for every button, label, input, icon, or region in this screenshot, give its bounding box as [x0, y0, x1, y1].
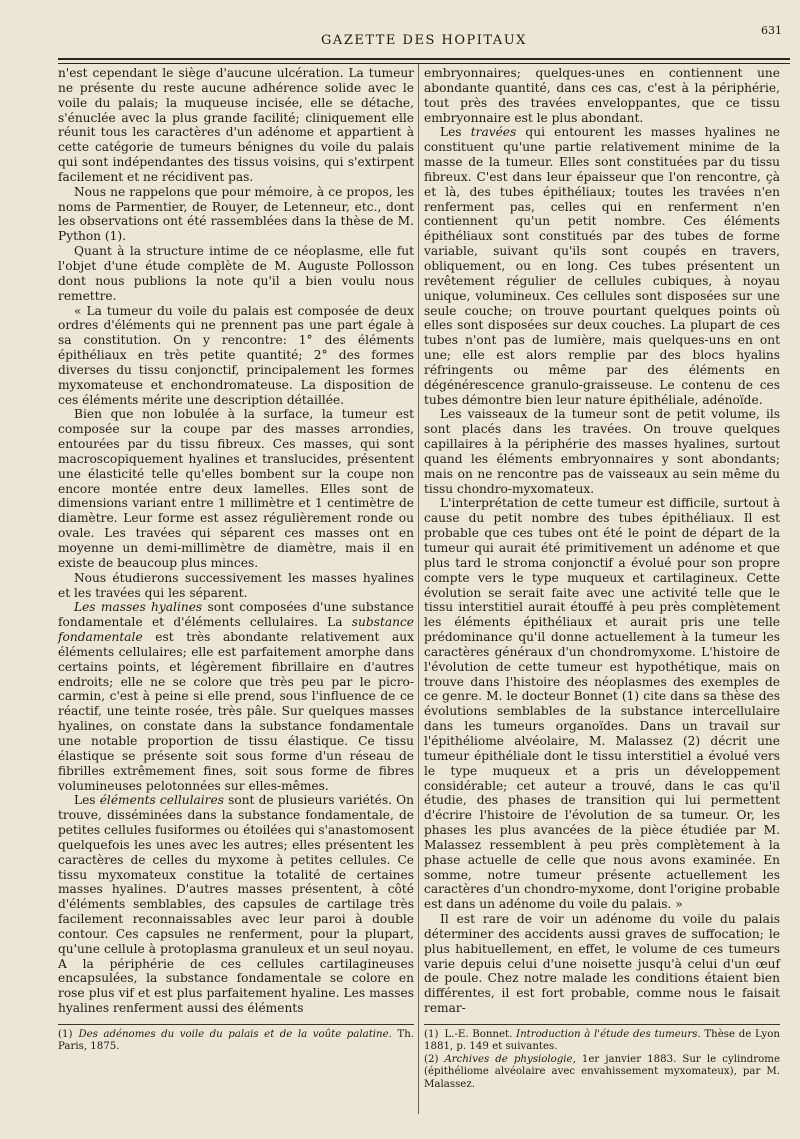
paragraph [58, 793, 414, 1016]
text-run: Les [440, 125, 471, 140]
emphasis: Introduction à l'étude des tumeurs. [516, 1029, 701, 1040]
paragraph: L'interprétation de cette tumeur est difficile, surtout à cause du petit nombre des tubes épithéliaux. Il est probable que ces tubes ont été le point de départ de la tumeur qui aurait été primitivement un adénome et que plus tard le stroma conjonctif a évolué pour son propre compte vers le type muqueux et cartilagineux. Cette évolution se serait faite avec une activité telle que le tissu interstitiel aurait étouffé à peu près complètement les éléments épithéliaux et aurait pris une telle prédominance qu'il donne actuellement à la tumeur les caractères généraux d'un chondromyxome. L'histoire de l'évolution de cette tumeur est hypothétique, mais on trouve dans l'histoire des néoplasmes des exemples de ce genre. M. le docteur Bonnet (1) cite dans sa thèse des évolutions semblables de la substance intercellulaire dans les tumeurs organoïdes. Dans un travail sur l'épithéliome alvéolaire, M. Malassez (2) décrit une tumeur épithéliale dont le tissu interstitiel a évolué vers le type muqueux et a pris un développement considérable; cet auteur a trouvé, dans le cas qu'il étudie, des phases de transition qui lui permettent d'écrire l'histoire de l'évolution de sa tumeur. Or, les phases les plus avancées de la pièce étudiée par M. Malassez ressemblent à peu près complètement à la phase actuelle de celle que nous avons examinée. En somme, notre tumeur présente actuellement les caractères d'un chondro-myxome, dont l'origine probable est dans un adénome du voile du palais. » [424, 496, 780, 912]
text-run: est très abondante relativement aux éléments cellulaires; elle est parfaitement amorphe dans certains points, et légèrement fibrillaire en d'autres endroits; elle ne se colore que très peu par le picro-carmin, c'est à peine si elle prend, sous l'influence de ce réactif, une teinte rosée, très pâle. Sur quelques masses hyalines, on constate dans la substance fondamentale une notable proportion de tissu élastique. Ce tissu élastique se présente soit sous forme d'un réseau de fibrilles extrêmement fines, soit sous forme de fibres volumineuses pelotonnées sur elles-mêmes. [58, 630, 414, 793]
footnote-number: (1) [424, 1029, 439, 1040]
text-run: 1er janvier 1883. Sur le cylindrome (épithéliome alvéolaire avec envahissement myxomateux), par M. Malassez. [424, 1053, 780, 1090]
paragraph: Nous étudierons successivement les masses hyalines et les travées qui les séparent. [58, 570, 414, 600]
paragraph: « La tumeur du voile du palais est composée de deux ordres d'éléments qui ne prennent pas une part égale à sa constitution. On y rencontre: 1° des éléments épithéliaux en très petite quantité; 2° des formes diverses du tissu conjonctif, principalement les formes myxomateuse et enchondromateuse. La disposition de ces éléments mérite une description détaillée. [58, 303, 414, 407]
paragraph: Bien que non lobulée à la surface, la tumeur est composée sur la coupe par des masses arrondies, entourées par du tissu fibreux. Ces masses, qui sont macroscopiquement hyalines et translucides, présentent une élasticité telle qu'elles bombent sur la coupe non encore montée entre deux lamelles. Elles sont de dimensions variant entre 1 millimètre et 1 centimètre de diamètre. Leur forme est assez régulièrement ronde ou ovale. Les travées qui séparent ces masses ont en moyenne un demi-millimètre de diamètre, mais il en existe de beaucoup plus minces. [58, 407, 414, 570]
column-divider [418, 64, 419, 1114]
paragraph [424, 125, 780, 407]
text-run: qui entourent les masses hyalines ne constituent qu'une partie relativement minime de la masse de la tumeur. Elles sont constituées par du tissu fibreux. C'est dans leur épaisseur que l'on rencontre, çà et là, des tubes épithéliaux; toutes les travées n'en renferment pas, celles qui en renferment n'en contiennent qu'un petit nombre. Ces éléments épithéliaux sont constitués par des tubes de forme variable, suivant qu'ils sont coupés en travers, obliquement, ou en long. Ces tubes présentent un revêtement régulier de cellules cubiques, à noyau unique, volumineux. Ces cellules sont disposées sur une seule couche; on trouve pourtant quelques points où elles sont disposées sur deux couches. La plupart de ces tubes n'ont pas de lumière, mais quelques-uns en ont une; elle est alors remplie par des blocs hyalins réfringents ou même par des éléments en dégénérescence granulo-graisseuse. Le contenu de ces tubes démontre bien leur nature épithéliale, adénoïde. [424, 125, 781, 407]
footnote-rule [424, 1024, 780, 1025]
text-run: Les [74, 793, 100, 808]
journal-title: GAZETTE DES HOPITAUX [321, 33, 527, 48]
emphasis: travées [470, 125, 517, 140]
paragraph: n'est cependant le siège d'aucune ulcération. La tumeur ne présente du reste aucune adhérence solide avec le voile du palais; la muqueuse incisée, elle se détache, s'énuclée avec la plus grande facilité; cliniquement elle réunit tous les caractères d'un adénome et appartient à cette catégorie de tumeurs bénignes du voile du palais qui sont indépendantes des tissus voisins, qui s'extirpent facilement et ne récidivent pas. [58, 66, 414, 184]
emphasis: éléments cellulaires [99, 793, 224, 808]
text-run: Thèse de Lyon 1881, p. 149 et suivantes. [424, 1029, 780, 1053]
footnote [424, 1054, 780, 1091]
header-rule [58, 58, 790, 64]
paragraph: Quant à la structure intime de ce néoplasme, elle fut l'objet d'une étude complète de M. Auguste Pollosson dont nous publions la note qu'il a bien voulu nous remettre. [58, 244, 414, 303]
footnote-number: (1) [58, 1029, 73, 1040]
footnote-rule [58, 1024, 414, 1025]
text-run: sont composées d'une substance fondamentale et d'éléments cellulaires. La [58, 600, 414, 630]
page-number: 631 [761, 24, 782, 37]
paragraph [58, 600, 414, 793]
left-column [58, 66, 414, 1116]
footnote [424, 1029, 780, 1054]
footnote [58, 1029, 414, 1054]
footnote-number: (2) [424, 1053, 439, 1065]
text-run: sont de plusieurs variétés. On trouve, disséminées dans la substance fondamentale, de petites cellules fusiformes ou étoilées qui s'anastomosent quelquefois les unes avec les autres; elles présentent les caractères de celles du myxome à petites cellules. Ce tissu myxomateux constitue la totalité de certaines masses hyalines. D'autres masses présentent, à côté d'éléments semblables, des capsules de cartilage très facilement reconnaissables avec leur paroi à double contour. Ces capsules ne renferment, pour la plupart, qu'une cellule à protoplasma granuleux et un seul noyau. A la périphérie de ces cellules cartilagineuses encapsulées, la substance fondamentale se colore en rose plus vif et est plus parfaitement hyaline. Les masses hyalines renferment aussi des éléments [58, 793, 414, 1016]
paragraph: Il est rare de voir un adénome du voile du palais déterminer des accidents aussi graves de suffocation; le plus habituellement, en effet, le volume de ces tumeurs varie depuis celui d'une noisette jusqu'à celui d'un œuf de poule. Chez notre malade les conditions étaient bien différentes, il est fort probable, comme nous le faisait remar- [424, 912, 780, 1016]
emphasis: Archives de physiologie, [444, 1053, 576, 1065]
page-header [60, 24, 788, 52]
paragraph: embryonnaires; quelques-unes en contiennent une abondante quantité, dans ces cas, c'est à la périphérie, tout près des travées enveloppantes, que ce tissu embryonnaire est le plus abondant. [424, 66, 780, 125]
paragraph: Nous ne rappelons que pour mémoire, à ce propos, les noms de Parmentier, de Rouyer, de Letenneur, etc., dont les observations ont été rassemblées dans la thèse de M. Python (1). [58, 184, 414, 244]
emphasis: substance fondamentale [58, 615, 414, 645]
text-run: Th. Paris, 1875. [58, 1029, 414, 1053]
right-column [424, 66, 780, 1116]
paragraph: Les vaisseaux de la tumeur sont de petit volume, ils sont placés dans les travées. On trouve quelques capillaires à la périphérie des masses hyalines, surtout quand les éléments embryonnaires y sont abondants; mais on ne rencontre pas de vaisseaux au sein même du tissu chondro-myxomateux. [424, 407, 780, 496]
emphasis: Les masses hyalines [74, 600, 203, 615]
text-run: L.-E. Bonnet. [444, 1029, 517, 1040]
emphasis: Des adénomes du voile du palais et de la voûte palatine. [78, 1029, 392, 1040]
